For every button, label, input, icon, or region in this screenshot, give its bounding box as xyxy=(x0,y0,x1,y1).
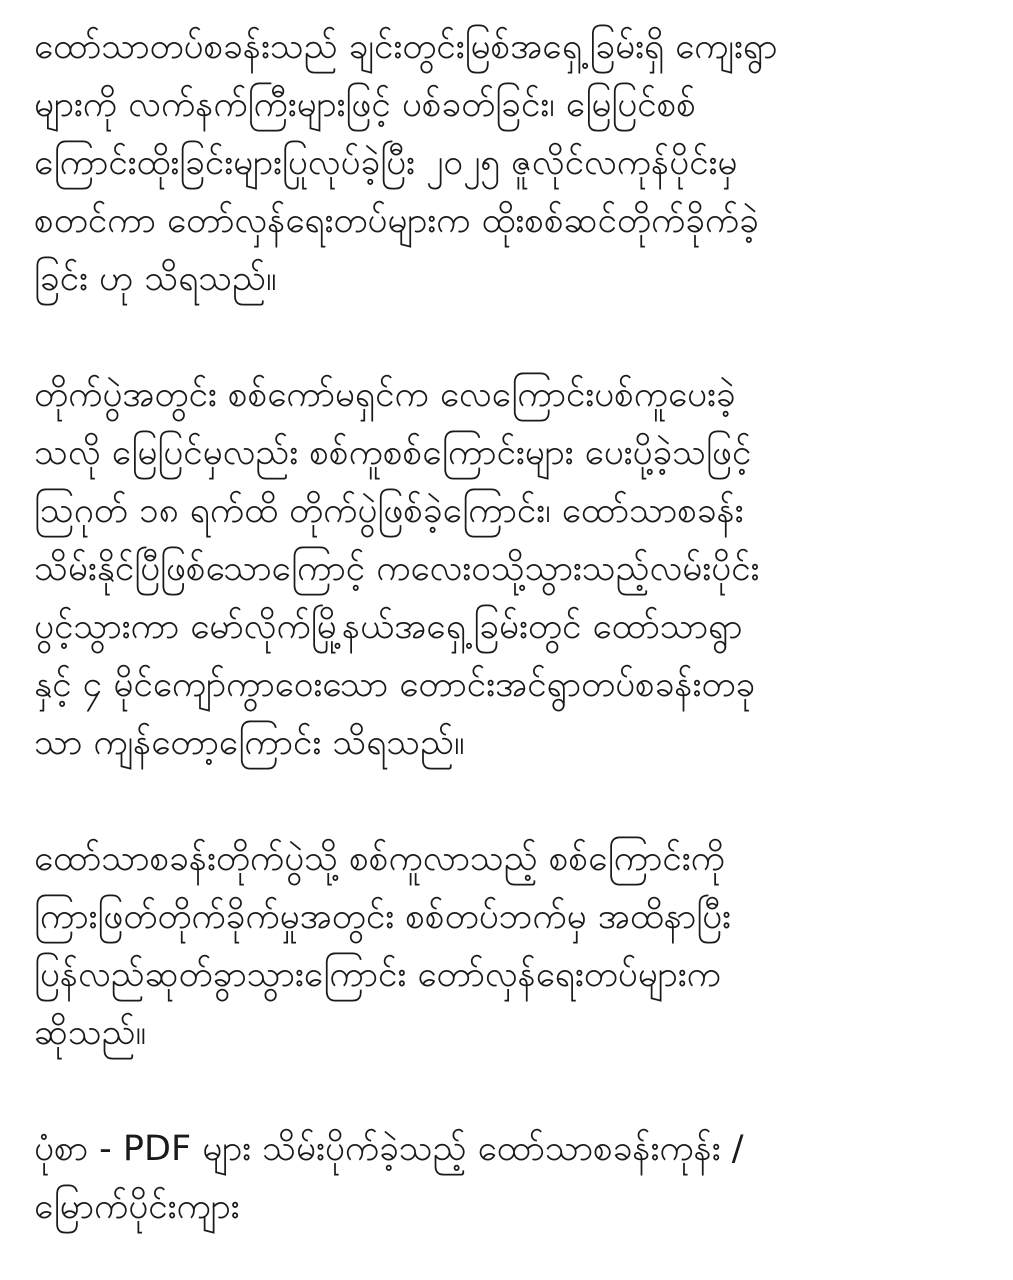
paragraph-3: ထော်သာစခန်းတိုက်ပွဲသို့ စစ်ကူလာသည့် စစ်ကြောင်းကို ကြားဖြတ်တိုက်ခိုက်မှုအတွင်း စစ်တပ်ဘက်မှ အထိနာပြီး ပြန်လည်ဆုတ်ခွာသွားကြောင်း တော်လှန်ရေးတပ်များက ဆိုသည်။ xyxy=(34,839,731,1053)
article-body xyxy=(34,18,994,1236)
paragraph-2: တိုက်ပွဲအတွင်း စစ်ကော်မရှင်က လေကြောင်းပစ်ကူပေးခဲ့ သလို မြေပြင်မှလည်း စစ်ကူစစ်ကြောင်းများ ပေးပို့ခဲ့သဖြင့် သြဂုတ် ၁၈ ရက်ထိ တိုက်ပွဲဖြစ်ခဲ့ကြောင်း၊ ထော်သာစခန်း သိမ်းနိုင်ပြီဖြစ်သောကြောင့် ကလေးဝသို့သွားသည့်လမ်းပိုင်း ပွင့်သွားကာ မော်လိုက်မြို့နယ်အရှေ့ခြမ်းတွင် ထော်သာရွာ နှင့် ၄ မိုင်ကျော်ကွာဝေးသော တောင်းအင်ရွာတပ်စခန်းတခု သာ ကျန်တော့ကြောင်း သိရသည်။ xyxy=(34,375,760,763)
paragraph-1: ထော်သာတပ်စခန်းသည် ချင်းတွင်းမြစ်အရှေ့ခြမ်းရှိ ကျေးရွာ များကို လက်နက်ကြီးများဖြင့် ပစ်ခတ်ခြင်း၊ မြေပြင်စစ် ကြောင်းထိုးခြင်းများပြုလုပ်ခဲ့ပြီး ၂၀၂၅ ဇူလိုင်လကုန်ပိုင်းမှ စတင်ကာ တော်လှန်ရေးတပ်များက ထိုးစစ်ဆင်တိုက်ခိုက်ခဲ့ ခြင်း ဟု သိရသည်။ xyxy=(34,27,778,299)
photo-caption: ပုံစာ - PDF များ သိမ်းပိုက်ခဲ့သည့် ထော်သာစခန်းကုန်း / မြောက်ပိုင်းကျား xyxy=(34,1129,744,1227)
